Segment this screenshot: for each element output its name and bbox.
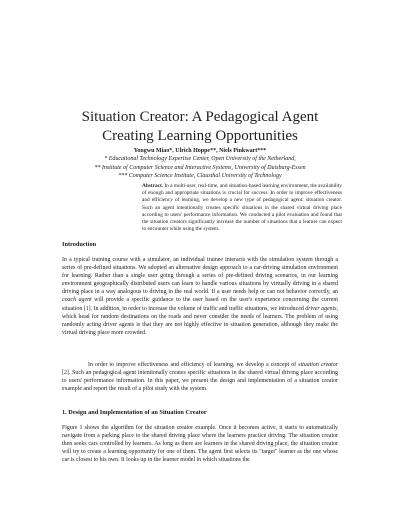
intro-paragraph-1: In a typical training course with a simulator, an individual trainee interacts with the simulation system through a series of pre-defined situations. We adopted an alternative design approach to a car-driving simulation environment for learning. Rather than a single user going through a series of pre-defined driving scenarios, in our learning environment geographically distributed users can learn to handle various situations by virtually driving in a shared driving place in a way analogous to driving in the real world. If a user needs help or can not behavior correctly, an coach agent will provide a specific guidance to the user based on the user's experience concerning the current situation [1]. In addition, in order to increase the volume of traffic and traffic situations, we introduced driver agents, which head for random destinations on the roads and never consider the needs of learners. The problem of using randomly acting driver agents is that they are not highly effective in situation generation, although they make the virtual driving place more crowded. [62,257,338,336]
affiliation-2: ** Institute of Computer Science and Interactive Systems, University of Duisburg-Essen [94,164,306,171]
term-coach-agent: coach agent [62,297,92,304]
design-paragraph-1: Figure 1 shows the algorithm for the situation creator example. Once it becomes active, it starts to automatically navigate from a parking place to the shared driving place where the learners practice driving. The situation creator then seeks cars controlled by learners. As long as there are learners in the shared driving place, the situation creator will try to create a learning opportunity for one of them. The agent first selects its "target" learner as the one whose car is closest to his own. It looks up in the learner model in which situations the [62,425,338,464]
paper-title [40,108,360,146]
affiliation-1: * Educational Technology Expertise Center, Open University of the Netherland, [104,156,296,163]
author-names: Yongwu Miao*, Ulrich Hoppe**, Niels Pinkwart*** [133,148,267,154]
section-heading-design: 1. Design and Implementation of an Situation Creator [62,409,207,416]
term-driver-agents: driver agents [305,305,337,312]
abstract-label: Abstract. [142,183,164,189]
term-situation-creator: situation creator [298,362,339,368]
abstract [142,183,342,233]
author-block [40,147,360,181]
abstract-text: In a multi-user, real-time, and situation-based learning environment, the availability of enough and appropriate situations is crucial for success. In order to improve effectiveness and efficiency of learning, we develop a new type of pedagogical agent: situation creator. Such an agent intentionally creates specific situations in the shared virtual driving place according to users' performance information. We conducted a pilot evaluation and found that the situation creators significantly increase the number of situations that a learner can expect to encounter while using the system. [142,183,342,233]
title-line-1: Situation Creator: A Pedagogical Agent [81,109,319,125]
section-heading-introduction: Introduction [62,241,97,248]
title-line-2: Creating Learning Opportunities [102,128,298,144]
affiliation-3: *** Computer Science Institute, Clausthal University of Technology [118,173,282,180]
intro-paragraph-2: In order to improve effectiveness and efficiency of learning, we develop a concept of situation creator [2]. Such an pedagogical agent intentionally creates specific situations in the shared virtual driving place according to users' performance information. In this paper, we present the design and implementation of a situation creator example and report the result of a pilot study with the system. [62,362,339,393]
